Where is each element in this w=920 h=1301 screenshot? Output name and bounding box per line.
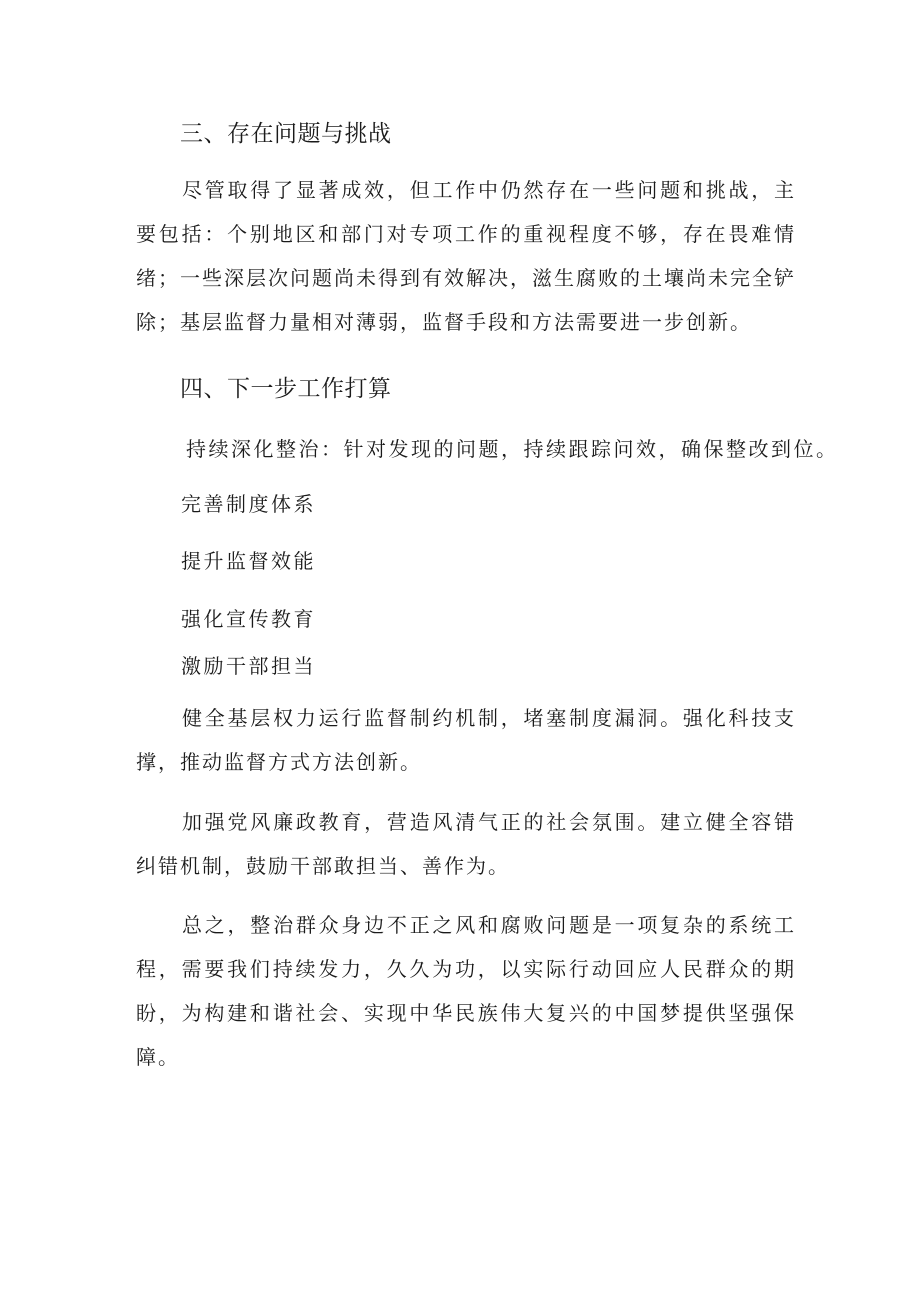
section4-paragraph-2: 加强党风廉政教育，营造风清气正的社会氛围。建立健全容错纠错机制，鼓励干部敢担当、善作为。 xyxy=(136,810,796,878)
list-item-1: 完善制度体系 xyxy=(181,492,316,516)
list-item-4: 激励干部担当 xyxy=(181,654,316,678)
conclusion-paragraph: 总之，整治群众身边不正之风和腐败问题是一项复杂的系统工程，需要我们持续发力，久久为功，以实际行动回应人民群众的期盼，为构建和谐社会、实现中华民族伟大复兴的中国梦提供坚强保障。 xyxy=(136,913,796,1069)
list-item-2: 提升监督效能 xyxy=(181,549,316,573)
list-item-3: 强化宣传教育 xyxy=(181,607,316,631)
section4-intro: 持续深化整治：针对发现的问题，持续跟踪问效，确保整改到位。 xyxy=(186,437,839,461)
section3-heading: 三、存在问题与挑战 xyxy=(180,121,392,147)
section4-heading: 四、下一步工作打算 xyxy=(180,376,392,402)
section4-paragraph-1: 健全基层权力运行监督制约机制，堵塞制度漏洞。强化科技支撑，推动监督方式方法创新。 xyxy=(136,706,796,774)
section3-paragraph: 尽管取得了显著成效，但工作中仍然存在一些问题和挑战，主要包括：个别地区和部门对专项工作的重视程度不够，存在畏难情绪；一些深层次问题尚未得到有效解决，滋生腐败的土壤尚未完全铲除；基层监督力量相对薄弱，监督手段和方法需要进一步创新。 xyxy=(136,178,796,334)
